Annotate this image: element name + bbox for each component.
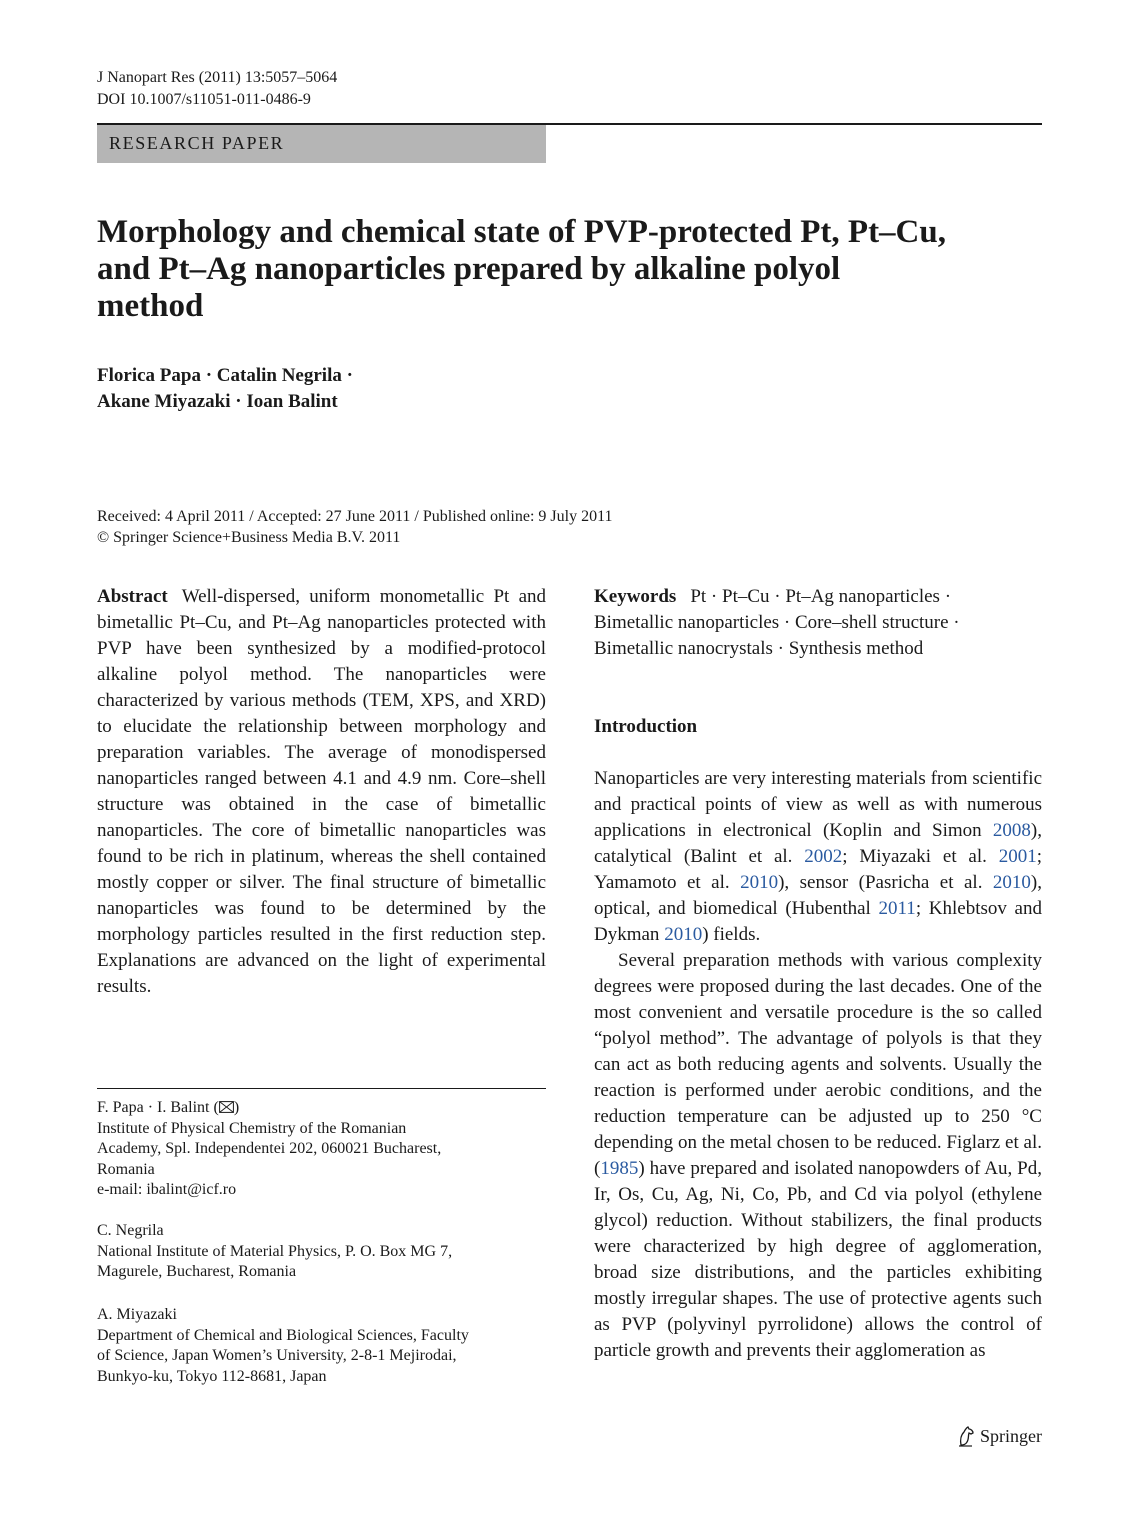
- citation-link[interactable]: 2001: [998, 846, 1037, 867]
- affiliation-negrila: C. Negrila National Institute of Material Physics, P. O. Box MG 7, Magurele, Bucharest, Romania: [97, 1222, 453, 1280]
- affiliation-miyazaki: A. Miyazaki Department of Chemical and Biological Sciences, Faculty of Science, Japan Women’s University, 2-8-1 Mejirodai, Bunkyo-ku, Tokyo 112-8681, Japan: [97, 1306, 469, 1385]
- copyright: © Springer Science+Business Media B.V. 2011: [97, 529, 401, 546]
- email-link[interactable]: e-mail: ibalint@icf.ro: [97, 1181, 237, 1198]
- journal-citation: [97, 67, 337, 111]
- intro-paragraph: Nanoparticles are very interesting materials from scientific and practical points of view as well as with numerous applications in electronical (Koplin and Simon 2008), catalytical (Balint et al. 2002; Miyazaki et al. 2001; Yamamoto et al. 2010), sensor (Pasricha et al. 2010), optical, and biomedical (Hubenthal 2011; Khlebtsov and Dykman 2010) fields.: [594, 768, 1042, 945]
- citation-link[interactable]: 2010: [992, 872, 1031, 893]
- citation-link[interactable]: 2002: [804, 846, 843, 867]
- keywords: Keywords Pt · Pt–Cu · Pt–Ag nanoparticles · Bimetallic nanoparticles · Core–shell structure · Bimetallic nanocrystals · Synthesis method: [594, 586, 960, 659]
- abstract-label: Abstract: [97, 586, 168, 607]
- section-heading-introduction: Introduction: [594, 716, 698, 737]
- citation-link[interactable]: 2010: [664, 924, 703, 945]
- introduction-body: [594, 766, 1042, 1364]
- citation-link[interactable]: 2011: [878, 898, 916, 919]
- citation-link[interactable]: 2008: [992, 820, 1031, 841]
- abstract: [97, 584, 546, 1000]
- article-type-banner: [97, 125, 546, 163]
- envelope-icon: [219, 1101, 234, 1113]
- citation-link[interactable]: 1985: [600, 1158, 639, 1179]
- paper-title: Morphology and chemical state of PVP-protected Pt, Pt–Cu, and Pt–Ag nanoparticles prepared by alkaline polyol method: [97, 214, 946, 324]
- author-list: Florica Papa · Catalin Negrila · Akane Miyazaki · Ioan Balint: [97, 365, 353, 412]
- abstract-text: Well-dispersed, uniform monometallic Pt and bimetallic Pt–Cu, and Pt–Ag nanoparticles protected with PVP have been synthesized by a modified-protocol alkaline polyol method. The nanoparticles were characterized by various methods (TEM, XPS, and XRD) to elucidate the relationship between morphology and preparation variables. The average of monodispersed nanoparticles ranged between 4.1 and 4.9 nm. Core–shell structure was obtained in the case of bimetallic nanoparticles. The core of bimetallic nanoparticles was found to be rich in platinum, whereas the shell contained mostly copper or silver. The final structure of bimetallic nanoparticles was found to be determined by the morphology particles resulted in the first reduction step. Explanations are advanced on the light of experimental results.: [97, 586, 546, 997]
- journal-volume: J Nanopart Res (2011) 13:5057–5064: [97, 69, 338, 86]
- intro-paragraph: Several preparation methods with various complexity degrees were proposed during the last decades. One of the most convenient and versatile procedure is the so called “polyol method”. The advantage of polyols is that they can act as both reducing agents and solvents. Usually the reaction is performed under aerobic conditions, and the reduction temperature can be adjusted up to 250 °C depending on the metal chosen to be reduced. Figlarz et al. (1985) have prepared and isolated nanopowders of Au, Pd, Ir, Os, Cu, Ag, Ni, Co, Pb, and Cd via polyol (ethylene glycol) reduction. Without stabilizers, the final products were characterized by high degree of agglomeration, broad size distributions, and the particles exhibiting mostly irregular shapes. The use of protective agents such as PVP (polyvinyl pyrrolidone) allows the control of particle growth and prevents their agglomeration as: [594, 950, 1042, 1361]
- affiliation-papa-balint: F. Papa · I. Balint ( ) Institute of Physical Chemistry of the Romanian Academy, Spl. Independentei 202, 060021 Bucharest, Romania e-mail: ibalint@icf.ro: [97, 1098, 546, 1201]
- citation-link[interactable]: 2010: [740, 872, 779, 893]
- history-dates: Received: 4 April 2011 / Accepted: 27 June 2011 / Published online: 9 July 2011: [97, 508, 613, 525]
- publication-dates: [97, 506, 613, 548]
- publisher-name: Springer: [980, 1426, 1042, 1446]
- publisher-logo: [956, 1424, 1042, 1448]
- footnote-rule: [97, 1088, 546, 1089]
- article-type-label: RESEARCH PAPER: [109, 133, 285, 153]
- keywords-label: Keywords: [594, 586, 677, 607]
- springer-horse-icon: [956, 1425, 976, 1447]
- doi[interactable]: DOI 10.1007/s11051-011-0486-9: [97, 91, 311, 108]
